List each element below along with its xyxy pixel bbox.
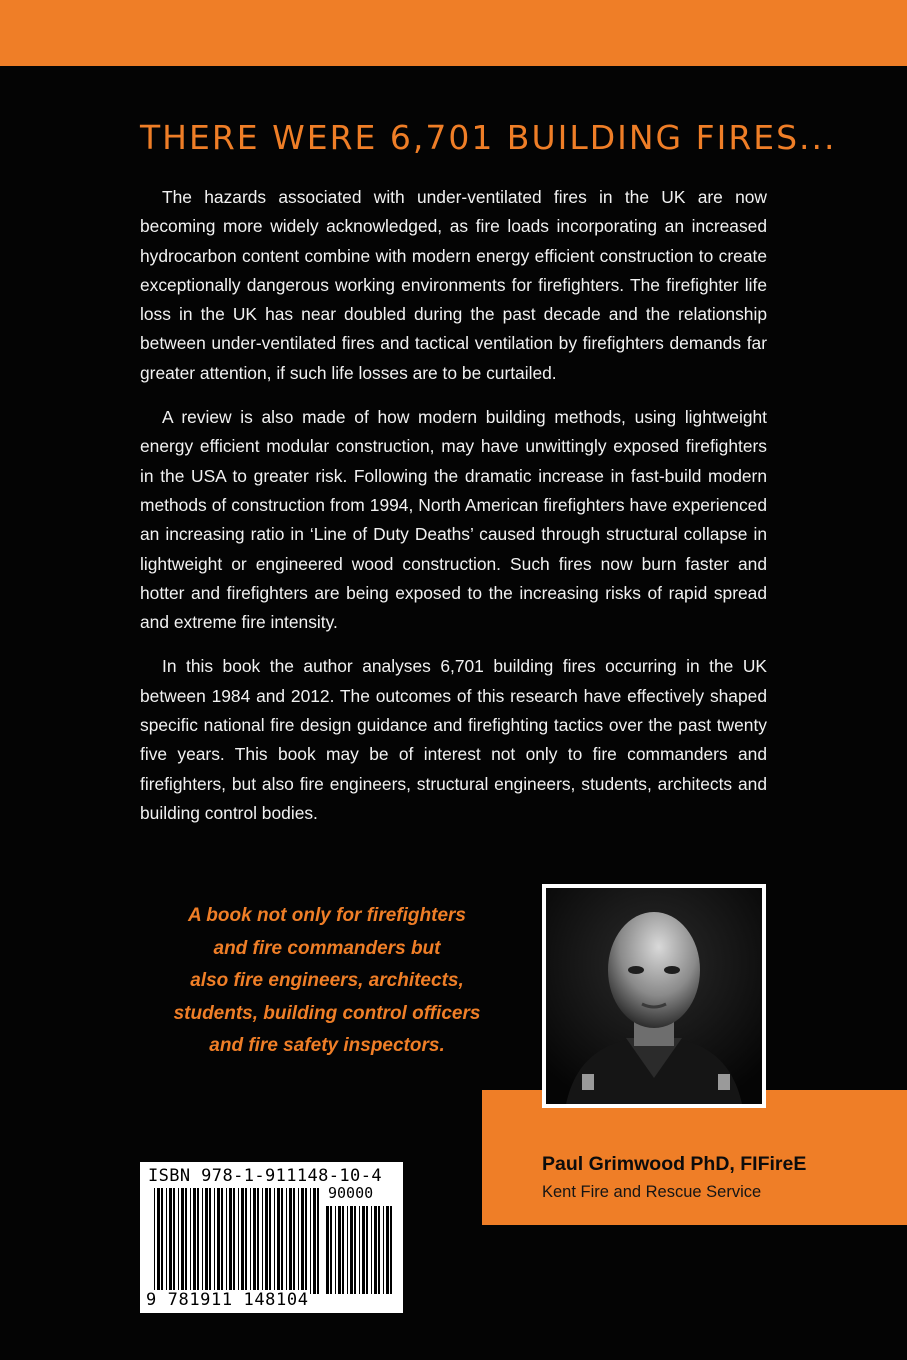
headline: THERE WERE 6,701 BUILDING FIRES... <box>140 118 837 157</box>
author-name: Paul Grimwood PhD, FIFireE <box>542 1153 807 1175</box>
pull-quote-line: A book not only for firefighters <box>188 905 466 926</box>
author-portrait-image <box>546 888 762 1104</box>
barcode-digits: 9 781911 148104 <box>146 1290 309 1310</box>
pull-quote-line: also fire engineers, architects, <box>190 970 464 991</box>
isbn-barcode <box>140 1162 403 1313</box>
isbn-label: ISBN 978-1-911148-10-4 <box>148 1166 382 1186</box>
author-photo <box>542 884 766 1108</box>
pull-quote-line: students, building control officers <box>173 1002 481 1024</box>
pull-quote-line: and fire commanders but <box>213 937 441 959</box>
top-orange-band <box>0 0 907 66</box>
pull-quote <box>140 900 514 1063</box>
author-organization: Kent Fire and Rescue Service <box>542 1183 762 1201</box>
blurb-paragraph-3: In this book the author analyses 6,701 building fires occurring in the UK between 1984 and 2012. The outcomes of this research have effectively shaped specific national fire design guidance and firefighting tactics over the past twenty five years. This book may be of interest not only to fire commanders and firefighters, but also fire engineers, structural engineers, students, architects and building control bodies. <box>140 656 767 823</box>
addon-barcode-bars <box>326 1206 394 1294</box>
blurb-paragraph-1: The hazards associated with under-ventilated fires in the UK are now becoming more widely acknowledged, as fire loads incorporating an increased hydrocarbon content combine with modern energy efficient construction to create exceptionally dangerous working environments for firefighters. The firefighter life loss in the UK has near doubled during the past decade and the relationship between under-ventilated fires and tactical ventilation by firefighters demands far greater attention, if such life losses are to be curtailed. <box>140 187 767 383</box>
blurb-text <box>140 183 767 843</box>
price-code: 90000 <box>328 1184 374 1202</box>
barcode-bars <box>154 1188 322 1294</box>
pull-quote-line: and fire safety inspectors. <box>209 1035 445 1056</box>
blurb-paragraph-2: A review is also made of how modern building methods, using lightweight energy efficient modular construction, may have unwittingly exposed firefighters in the USA to greater risk. Following the dramatic increase in fast-build modern methods of construction from 1994, North American firefighters have experienced an increasing ratio in ‘Line of Duty Deaths’ caused through structural collapse in lightweight or engineered wood construction. Such fires now burn faster and hotter and firefighters are being exposed to the increasing risks of rapid spread and extreme fire intensity. <box>140 407 767 633</box>
